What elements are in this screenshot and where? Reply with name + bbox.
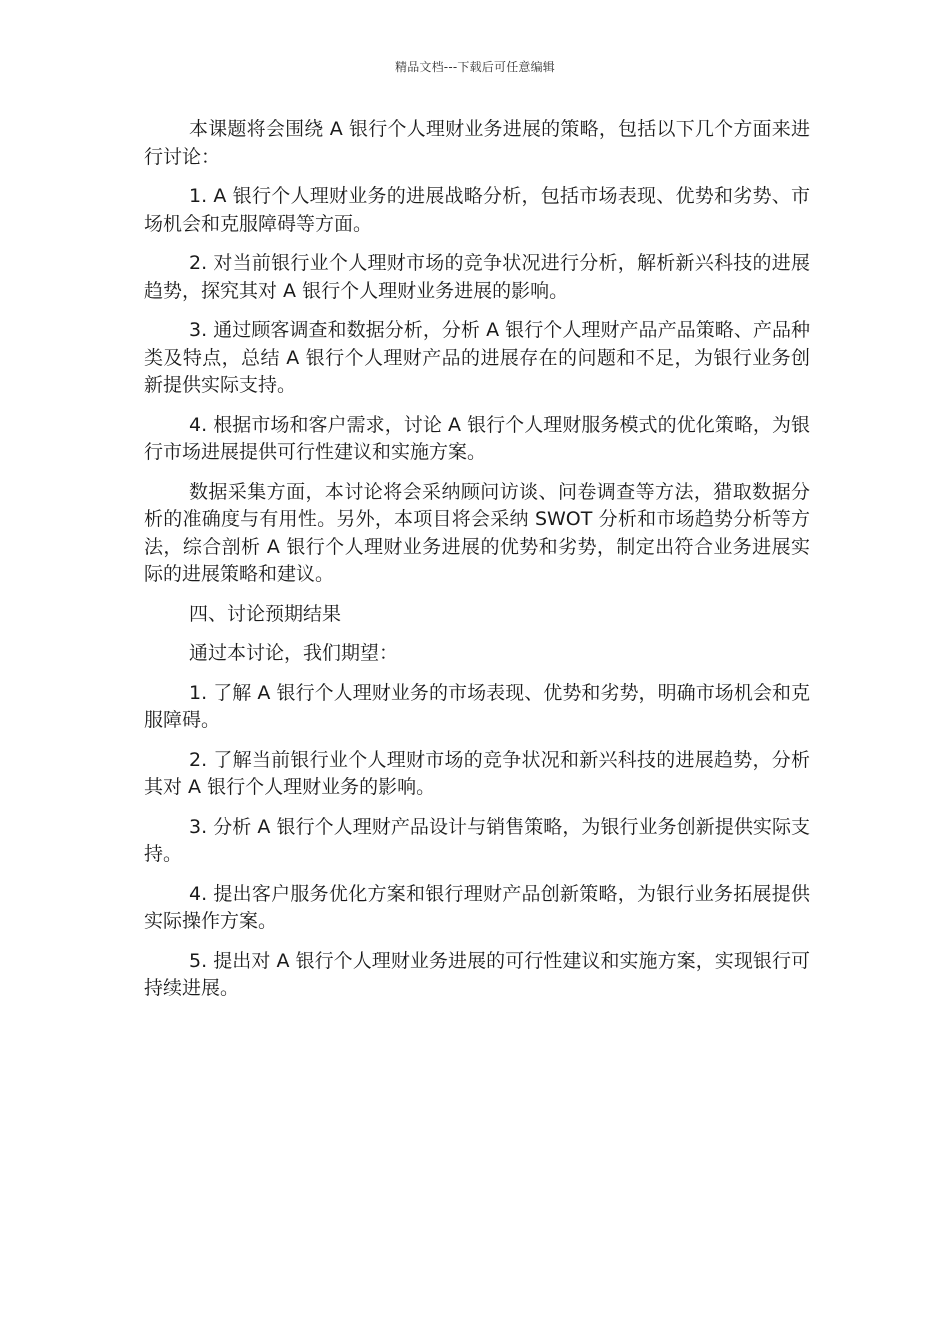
list-item-3: 3. 通过顾客调查和数据分析，分析 A 银行个人理财产品产品策略、产品种类及特点，总结 A 银行个人理财产品的进展存在的问题和不足，为银行业务创新提供实际支持。: [144, 319, 810, 396]
document-body: [144, 116, 810, 1015]
expected-result-5: 5. 提出对 A 银行个人理财业务进展的可行性建议和实施方案，实现银行可持续进展。: [144, 949, 810, 999]
page-header: 精品文档---下载后可任意编辑: [395, 60, 555, 74]
expected-result-3: 3. 分析 A 银行个人理财产品设计与销售策略，为银行业务创新提供实际支持。: [144, 815, 810, 865]
data-collection-paragraph: 数据采集方面，本讨论将会采纳顾问访谈、问卷调查等方法，猎取数据分析的准确度与有用性。另外，本项目将会采纳 SWOT 分析和市场趋势分析等方法，综合剖析 A 银行个人理财业务进展的优势和劣势，制定出符合业务进展实际的进展策略和建议。: [144, 480, 810, 585]
list-item-2: 2. 对当前银行业个人理财市场的竞争状况进行分析，解析新兴科技的进展趋势，探究其对 A 银行个人理财业务进展的影响。: [144, 252, 810, 302]
expected-result-4: 4. 提出客户服务优化方案和银行理财产品创新策略，为银行业务拓展提供实际操作方案。: [144, 882, 810, 932]
list-item-1: 1. A 银行个人理财业务的进展战略分析，包括市场表现、优势和劣势、市场机会和克服障碍等方面。: [144, 185, 810, 235]
expected-result-2: 2. 了解当前银行业个人理财市场的竞争状况和新兴科技的进展趋势，分析其对 A 银行个人理财业务的影响。: [144, 748, 810, 798]
list-item-4: 4. 根据市场和客户需求，讨论 A 银行个人理财服务模式的优化策略，为银行市场进展提供可行性建议和实施方案。: [144, 413, 810, 463]
expectation-intro: 通过本讨论，我们期望：: [189, 642, 399, 664]
expected-result-1: 1. 了解 A 银行个人理财业务的市场表现、优势和劣势，明确市场机会和克服障碍。: [144, 681, 810, 731]
section-heading: 四、讨论预期结果: [189, 602, 342, 625]
intro-paragraph: 本课题将会围绕 A 银行个人理财业务进展的策略，包括以下几个方面来进行讨论：: [144, 118, 810, 168]
